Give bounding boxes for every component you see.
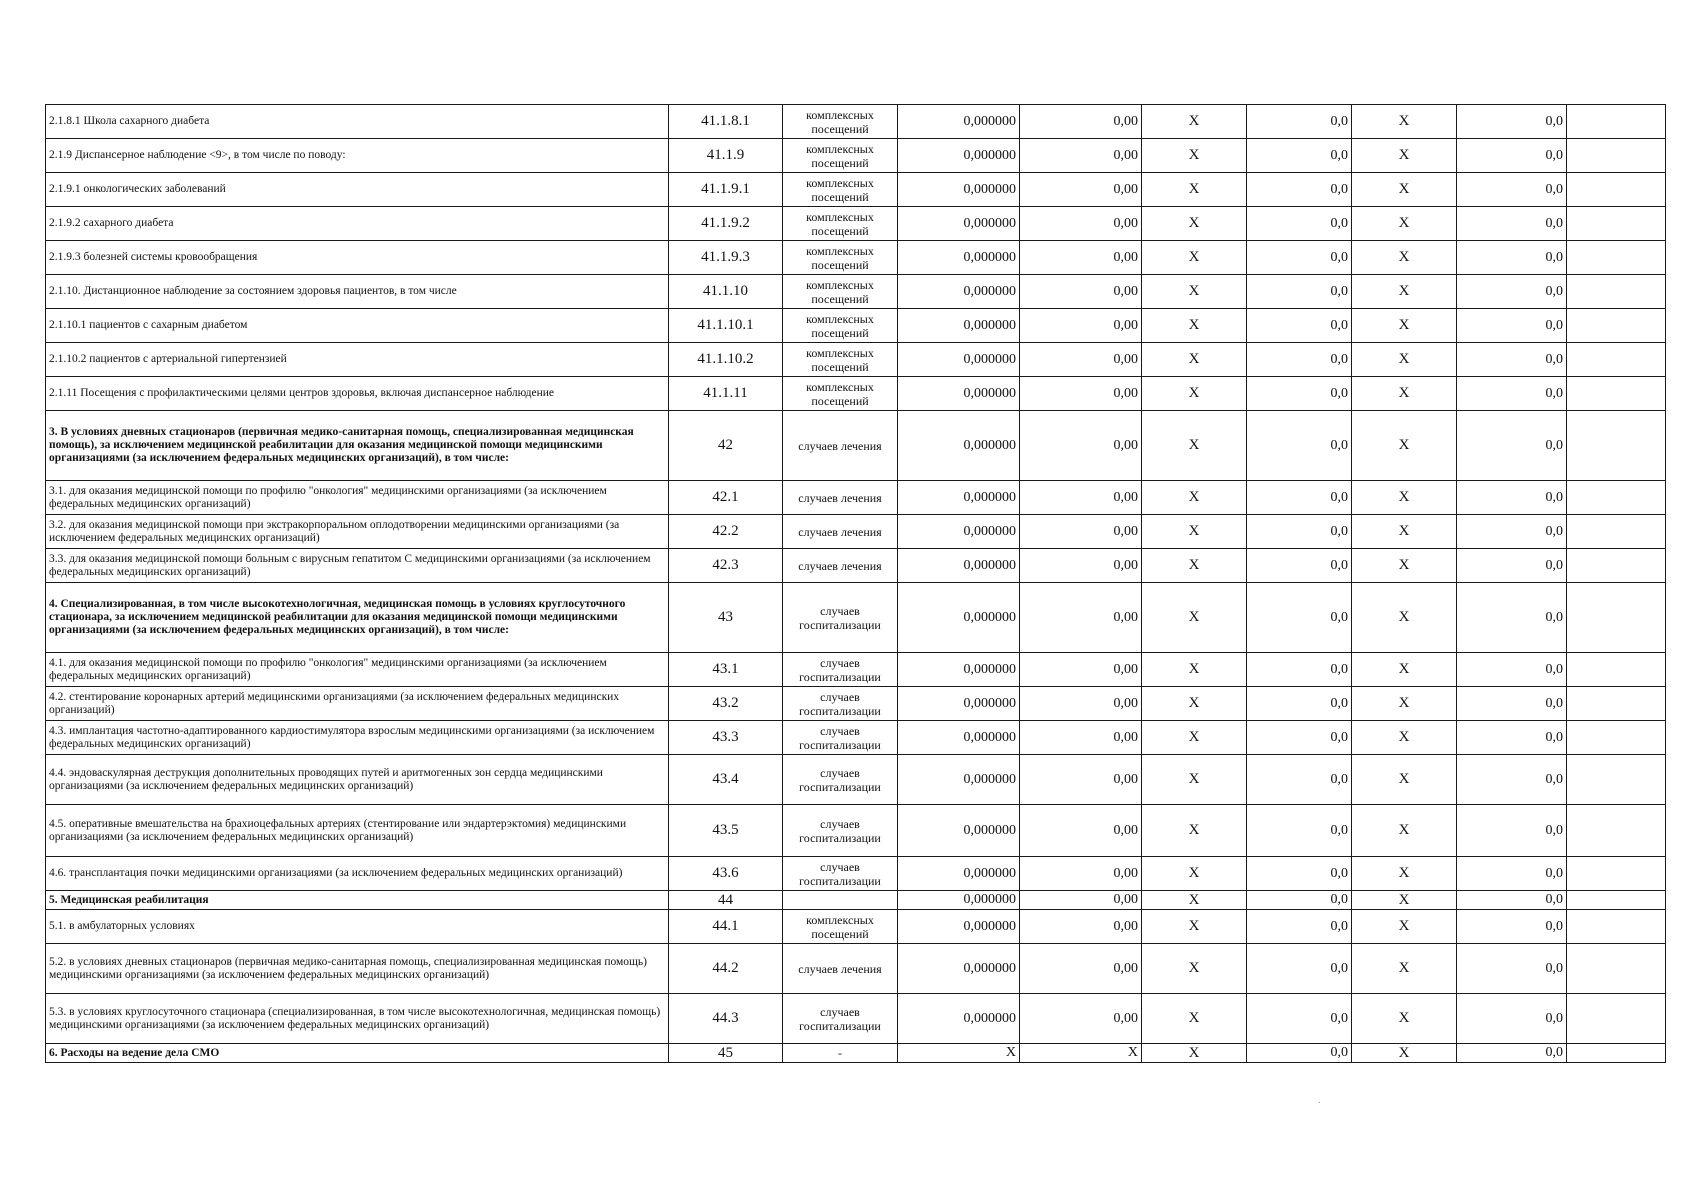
- value-cell-c6: X: [1142, 653, 1247, 687]
- row-code-cell: 44.1: [669, 910, 783, 944]
- value-cell-c8: X: [1352, 377, 1457, 411]
- value-cell-c4: 0,000000: [898, 805, 1020, 857]
- unit-cell: случаев лечения: [783, 411, 898, 481]
- row-code-cell: 41.1.9.3: [669, 241, 783, 275]
- value-cell-c5: 0,00: [1020, 207, 1142, 241]
- empty-cell: [1567, 857, 1666, 891]
- row-name-cell: 6. Расходы на ведение дела СМО: [46, 1044, 669, 1063]
- row-name-cell: 4.4. эндоваскулярная деструкция дополнительных проводящих путей и аритмогенных зон сердца медицинскими организациями (за исключением федеральных медицинских организаций): [46, 755, 669, 805]
- value-cell-c8: X: [1352, 910, 1457, 944]
- value-cell-c8: X: [1352, 241, 1457, 275]
- empty-cell: [1567, 207, 1666, 241]
- empty-cell: [1567, 805, 1666, 857]
- table-body: [46, 105, 1666, 1063]
- value-cell-c9: 0,0: [1457, 721, 1567, 755]
- row-name-cell: 5.3. в условиях круглосуточного стационара (специализированная, в том числе высокотехнологичная, медицинская помощь) медицинскими организациями (за исключением федеральных медицинских организаций): [46, 994, 669, 1044]
- value-cell-c5: 0,00: [1020, 721, 1142, 755]
- value-cell-c5: 0,00: [1020, 173, 1142, 207]
- row-name-cell: 4.3. имплантация частотно-адаптированного кардиостимулятора взрослым медицинскими организациями (за исключением федеральных медицинских организаций): [46, 721, 669, 755]
- table-row: [46, 105, 1666, 139]
- value-cell-c5: 0,00: [1020, 944, 1142, 994]
- value-cell-c5: 0,00: [1020, 343, 1142, 377]
- value-cell-c5: 0,00: [1020, 805, 1142, 857]
- unit-cell: комплексных посещений: [783, 309, 898, 343]
- empty-cell: [1567, 1044, 1666, 1063]
- row-code-cell: 41.1.10.1: [669, 309, 783, 343]
- value-cell-c5: 0,00: [1020, 687, 1142, 721]
- value-cell-c5: 0,00: [1020, 515, 1142, 549]
- unit-cell: случаев госпитализации: [783, 687, 898, 721]
- table-row: [46, 721, 1666, 755]
- row-code-cell: 44.2: [669, 944, 783, 994]
- table-row: [46, 139, 1666, 173]
- value-cell-c5: 0,00: [1020, 891, 1142, 910]
- value-cell-c6: X: [1142, 857, 1247, 891]
- unit-cell: случаев лечения: [783, 481, 898, 515]
- empty-cell: [1567, 309, 1666, 343]
- row-code-cell: 43.3: [669, 721, 783, 755]
- empty-cell: [1567, 173, 1666, 207]
- table-row: [46, 377, 1666, 411]
- value-cell-c9: 0,0: [1457, 1044, 1567, 1063]
- table-row: [46, 687, 1666, 721]
- value-cell-c5: 0,00: [1020, 309, 1142, 343]
- empty-cell: [1567, 139, 1666, 173]
- value-cell-c6: X: [1142, 891, 1247, 910]
- value-cell-c8: X: [1352, 653, 1457, 687]
- row-name-cell: 3.1. для оказания медицинской помощи по профилю "онкология" медицинскими организациями (за исключением федеральных медицинских организаций): [46, 481, 669, 515]
- value-cell-c4: 0,000000: [898, 910, 1020, 944]
- unit-cell: случаев госпитализации: [783, 755, 898, 805]
- unit-cell: случаев лечения: [783, 515, 898, 549]
- value-cell-c6: X: [1142, 994, 1247, 1044]
- value-cell-c4: 0,000000: [898, 994, 1020, 1044]
- value-cell-c9: 0,0: [1457, 105, 1567, 139]
- table-row: [46, 910, 1666, 944]
- value-cell-c8: X: [1352, 207, 1457, 241]
- row-name-cell: 3. В условиях дневных стационаров (первичная медико-санитарная помощь, специализированная медицинская помощь), за исключением медицинской реабилитации для оказания медицинской помощи медицинскими организациями (за исключением федеральных медицинских организаций), в том числе:: [46, 411, 669, 481]
- table-row: [46, 343, 1666, 377]
- data-table: [45, 104, 1666, 1063]
- row-code-cell: 41.1.11: [669, 377, 783, 411]
- value-cell-c5: 0,00: [1020, 275, 1142, 309]
- empty-cell: [1567, 755, 1666, 805]
- value-cell-c9: 0,0: [1457, 755, 1567, 805]
- row-code-cell: 45: [669, 1044, 783, 1063]
- unit-cell: комплексных посещений: [783, 343, 898, 377]
- table-row: [46, 173, 1666, 207]
- value-cell-c8: X: [1352, 721, 1457, 755]
- value-cell-c6: X: [1142, 241, 1247, 275]
- value-cell-c9: 0,0: [1457, 481, 1567, 515]
- value-cell-c9: 0,0: [1457, 583, 1567, 653]
- empty-cell: [1567, 275, 1666, 309]
- value-cell-c4: 0,000000: [898, 755, 1020, 805]
- unit-cell: комплексных посещений: [783, 105, 898, 139]
- table-row: [46, 891, 1666, 910]
- value-cell-c9: 0,0: [1457, 309, 1567, 343]
- unit-cell: случаев госпитализации: [783, 857, 898, 891]
- value-cell-c9: 0,0: [1457, 173, 1567, 207]
- value-cell-c5: 0,00: [1020, 910, 1142, 944]
- unit-cell: случаев госпитализации: [783, 653, 898, 687]
- value-cell-c4: 0,000000: [898, 139, 1020, 173]
- table-row: [46, 653, 1666, 687]
- table-row: [46, 994, 1666, 1044]
- value-cell-c8: X: [1352, 583, 1457, 653]
- value-cell-c5: 0,00: [1020, 583, 1142, 653]
- value-cell-c5: 0,00: [1020, 105, 1142, 139]
- unit-cell: случаев лечения: [783, 549, 898, 583]
- value-cell-c9: 0,0: [1457, 549, 1567, 583]
- value-cell-c4: 0,000000: [898, 687, 1020, 721]
- value-cell-c6: X: [1142, 173, 1247, 207]
- value-cell-c7: 0,0: [1247, 343, 1352, 377]
- value-cell-c4: X: [898, 1044, 1020, 1063]
- table-row: [46, 857, 1666, 891]
- value-cell-c7: 0,0: [1247, 910, 1352, 944]
- value-cell-c7: 0,0: [1247, 891, 1352, 910]
- value-cell-c5: 0,00: [1020, 755, 1142, 805]
- value-cell-c8: X: [1352, 275, 1457, 309]
- empty-cell: [1567, 343, 1666, 377]
- value-cell-c7: 0,0: [1247, 275, 1352, 309]
- value-cell-c5: 0,00: [1020, 411, 1142, 481]
- value-cell-c8: X: [1352, 1044, 1457, 1063]
- value-cell-c4: 0,000000: [898, 481, 1020, 515]
- value-cell-c6: X: [1142, 139, 1247, 173]
- unit-cell: случаев госпитализации: [783, 721, 898, 755]
- value-cell-c4: 0,000000: [898, 721, 1020, 755]
- row-code-cell: 43.1: [669, 653, 783, 687]
- value-cell-c5: 0,00: [1020, 549, 1142, 583]
- empty-cell: [1567, 481, 1666, 515]
- value-cell-c6: X: [1142, 377, 1247, 411]
- value-cell-c9: 0,0: [1457, 653, 1567, 687]
- value-cell-c6: X: [1142, 275, 1247, 309]
- value-cell-c7: 0,0: [1247, 583, 1352, 653]
- row-code-cell: 41.1.10: [669, 275, 783, 309]
- row-name-cell: 4. Специализированная, в том числе высокотехнологичная, медицинская помощь в условиях круглосуточного стационара, за исключением медицинской реабилитации для оказания медицинской помощи медицинскими организациями (за исключением федеральных медицинских организаций), в том числе:: [46, 583, 669, 653]
- value-cell-c8: X: [1352, 755, 1457, 805]
- value-cell-c6: X: [1142, 910, 1247, 944]
- unit-cell: [783, 891, 898, 910]
- value-cell-c7: 0,0: [1247, 687, 1352, 721]
- value-cell-c9: 0,0: [1457, 891, 1567, 910]
- empty-cell: [1567, 583, 1666, 653]
- value-cell-c8: X: [1352, 857, 1457, 891]
- value-cell-c7: 0,0: [1247, 241, 1352, 275]
- row-code-cell: 41.1.9: [669, 139, 783, 173]
- table-row: [46, 755, 1666, 805]
- value-cell-c9: 0,0: [1457, 944, 1567, 994]
- value-cell-c8: X: [1352, 105, 1457, 139]
- row-code-cell: 41.1.9.1: [669, 173, 783, 207]
- table-row: [46, 515, 1666, 549]
- unit-cell: комплексных посещений: [783, 207, 898, 241]
- empty-cell: [1567, 653, 1666, 687]
- value-cell-c6: X: [1142, 944, 1247, 994]
- unit-cell: случаев госпитализации: [783, 994, 898, 1044]
- value-cell-c7: 0,0: [1247, 139, 1352, 173]
- value-cell-c9: 0,0: [1457, 857, 1567, 891]
- value-cell-c8: X: [1352, 994, 1457, 1044]
- row-name-cell: 4.6. трансплантация почки медицинскими организациями (за исключением федеральных медицинских организаций): [46, 857, 669, 891]
- row-code-cell: 41.1.10.2: [669, 343, 783, 377]
- row-name-cell: 2.1.9.2 сахарного диабета: [46, 207, 669, 241]
- value-cell-c9: 0,0: [1457, 994, 1567, 1044]
- value-cell-c7: 0,0: [1247, 755, 1352, 805]
- value-cell-c6: X: [1142, 687, 1247, 721]
- row-name-cell: 4.1. для оказания медицинской помощи по профилю "онкология" медицинскими организациями (за исключением федеральных медицинских организаций): [46, 653, 669, 687]
- empty-cell: [1567, 910, 1666, 944]
- empty-cell: [1567, 687, 1666, 721]
- value-cell-c6: X: [1142, 481, 1247, 515]
- value-cell-c6: X: [1142, 805, 1247, 857]
- empty-cell: [1567, 105, 1666, 139]
- unit-cell: комплексных посещений: [783, 910, 898, 944]
- value-cell-c4: 0,000000: [898, 891, 1020, 910]
- empty-cell: [1567, 721, 1666, 755]
- value-cell-c5: 0,00: [1020, 377, 1142, 411]
- value-cell-c9: 0,0: [1457, 515, 1567, 549]
- value-cell-c7: 0,0: [1247, 309, 1352, 343]
- value-cell-c8: X: [1352, 687, 1457, 721]
- value-cell-c4: 0,000000: [898, 515, 1020, 549]
- row-code-cell: 41.1.9.2: [669, 207, 783, 241]
- value-cell-c8: X: [1352, 173, 1457, 207]
- value-cell-c9: 0,0: [1457, 241, 1567, 275]
- value-cell-c6: X: [1142, 515, 1247, 549]
- value-cell-c9: 0,0: [1457, 411, 1567, 481]
- value-cell-c4: 0,000000: [898, 944, 1020, 994]
- value-cell-c6: X: [1142, 411, 1247, 481]
- row-name-cell: 2.1.9.3 болезней системы кровообращения: [46, 241, 669, 275]
- value-cell-c7: 0,0: [1247, 805, 1352, 857]
- row-code-cell: 44.3: [669, 994, 783, 1044]
- value-cell-c7: 0,0: [1247, 173, 1352, 207]
- value-cell-c4: 0,000000: [898, 377, 1020, 411]
- row-name-cell: 4.2. стентирование коронарных артерий медицинскими организациями (за исключением федеральных медицинских организаций): [46, 687, 669, 721]
- value-cell-c7: 0,0: [1247, 481, 1352, 515]
- table-row: [46, 411, 1666, 481]
- value-cell-c7: 0,0: [1247, 377, 1352, 411]
- value-cell-c9: 0,0: [1457, 910, 1567, 944]
- value-cell-c4: 0,000000: [898, 653, 1020, 687]
- value-cell-c4: 0,000000: [898, 583, 1020, 653]
- empty-cell: [1567, 377, 1666, 411]
- value-cell-c8: X: [1352, 343, 1457, 377]
- empty-cell: [1567, 411, 1666, 481]
- row-name-cell: 2.1.10. Дистанционное наблюдение за состоянием здоровья пациентов, в том числе: [46, 275, 669, 309]
- value-cell-c8: X: [1352, 309, 1457, 343]
- table-row: [46, 207, 1666, 241]
- value-cell-c7: 0,0: [1247, 1044, 1352, 1063]
- table-row: [46, 309, 1666, 343]
- row-code-cell: 42.3: [669, 549, 783, 583]
- row-name-cell: 2.1.11 Посещения с профилактическими целями центров здоровья, включая диспансерное наблюдение: [46, 377, 669, 411]
- value-cell-c4: 0,000000: [898, 857, 1020, 891]
- row-name-cell: 5.1. в амбулаторных условиях: [46, 910, 669, 944]
- value-cell-c7: 0,0: [1247, 207, 1352, 241]
- row-name-cell: 5.2. в условиях дневных стационаров (первичная медико-санитарная помощь, специализированная медицинская помощь) медицинскими организациями (за исключением федеральных медицинских организаций): [46, 944, 669, 994]
- value-cell-c6: X: [1142, 721, 1247, 755]
- value-cell-c5: X: [1020, 1044, 1142, 1063]
- value-cell-c6: X: [1142, 549, 1247, 583]
- value-cell-c7: 0,0: [1247, 105, 1352, 139]
- row-name-cell: 4.5. оперативные вмешательства на брахиоцефальных артериях (стентирование или эндартерэктомия) медицинскими организациями (за исключением федеральных медицинских организаций): [46, 805, 669, 857]
- unit-cell: случаев госпитализации: [783, 583, 898, 653]
- value-cell-c6: X: [1142, 583, 1247, 653]
- value-cell-c5: 0,00: [1020, 139, 1142, 173]
- value-cell-c8: X: [1352, 515, 1457, 549]
- row-name-cell: 2.1.9 Диспансерное наблюдение <9>, в том числе по поводу:: [46, 139, 669, 173]
- value-cell-c4: 0,000000: [898, 275, 1020, 309]
- value-cell-c6: X: [1142, 755, 1247, 805]
- value-cell-c6: X: [1142, 309, 1247, 343]
- value-cell-c7: 0,0: [1247, 515, 1352, 549]
- value-cell-c4: 0,000000: [898, 549, 1020, 583]
- value-cell-c4: 0,000000: [898, 411, 1020, 481]
- value-cell-c4: 0,000000: [898, 241, 1020, 275]
- value-cell-c8: X: [1352, 411, 1457, 481]
- value-cell-c5: 0,00: [1020, 653, 1142, 687]
- unit-cell: случаев госпитализации: [783, 805, 898, 857]
- value-cell-c5: 0,00: [1020, 994, 1142, 1044]
- row-code-cell: 44: [669, 891, 783, 910]
- table-row: [46, 549, 1666, 583]
- value-cell-c9: 0,0: [1457, 343, 1567, 377]
- row-name-cell: 3.3. для оказания медицинской помощи больным с вирусным гепатитом С медицинскими организациями (за исключением федеральных медицинских организаций): [46, 549, 669, 583]
- value-cell-c4: 0,000000: [898, 309, 1020, 343]
- value-cell-c7: 0,0: [1247, 994, 1352, 1044]
- value-cell-c9: 0,0: [1457, 687, 1567, 721]
- row-code-cell: 43.6: [669, 857, 783, 891]
- row-name-cell: 5. Медицинская реабилитация: [46, 891, 669, 910]
- row-name-cell: 2.1.8.1 Школа сахарного диабета: [46, 105, 669, 139]
- value-cell-c4: 0,000000: [898, 343, 1020, 377]
- row-code-cell: 43.4: [669, 755, 783, 805]
- value-cell-c7: 0,0: [1247, 411, 1352, 481]
- value-cell-c9: 0,0: [1457, 139, 1567, 173]
- row-code-cell: 43.5: [669, 805, 783, 857]
- value-cell-c7: 0,0: [1247, 944, 1352, 994]
- unit-cell: случаев лечения: [783, 944, 898, 994]
- table-row: [46, 1044, 1666, 1063]
- empty-cell: [1567, 891, 1666, 910]
- table-row: [46, 275, 1666, 309]
- row-code-cell: 43.2: [669, 687, 783, 721]
- scan-speck: .: [1318, 1095, 1321, 1106]
- table-row: [46, 805, 1666, 857]
- value-cell-c8: X: [1352, 481, 1457, 515]
- value-cell-c9: 0,0: [1457, 377, 1567, 411]
- value-cell-c8: X: [1352, 139, 1457, 173]
- value-cell-c6: X: [1142, 1044, 1247, 1063]
- row-code-cell: 43: [669, 583, 783, 653]
- value-cell-c7: 0,0: [1247, 857, 1352, 891]
- empty-cell: [1567, 515, 1666, 549]
- value-cell-c4: 0,000000: [898, 207, 1020, 241]
- empty-cell: [1567, 241, 1666, 275]
- value-cell-c4: 0,000000: [898, 173, 1020, 207]
- value-cell-c9: 0,0: [1457, 805, 1567, 857]
- value-cell-c5: 0,00: [1020, 241, 1142, 275]
- unit-cell: комплексных посещений: [783, 139, 898, 173]
- unit-cell: комплексных посещений: [783, 241, 898, 275]
- value-cell-c7: 0,0: [1247, 721, 1352, 755]
- value-cell-c6: X: [1142, 207, 1247, 241]
- value-cell-c6: X: [1142, 343, 1247, 377]
- row-code-cell: 42.2: [669, 515, 783, 549]
- row-code-cell: 42.1: [669, 481, 783, 515]
- table-row: [46, 241, 1666, 275]
- row-name-cell: 2.1.10.1 пациентов с сахарным диабетом: [46, 309, 669, 343]
- empty-cell: [1567, 944, 1666, 994]
- value-cell-c8: X: [1352, 549, 1457, 583]
- value-cell-c5: 0,00: [1020, 481, 1142, 515]
- value-cell-c9: 0,0: [1457, 275, 1567, 309]
- value-cell-c6: X: [1142, 105, 1247, 139]
- table-row: [46, 481, 1666, 515]
- empty-cell: [1567, 994, 1666, 1044]
- row-name-cell: 2.1.10.2 пациентов с артериальной гипертензией: [46, 343, 669, 377]
- unit-cell: комплексных посещений: [783, 173, 898, 207]
- unit-cell: комплексных посещений: [783, 275, 898, 309]
- row-name-cell: 3.2. для оказания медицинской помощи при экстракорпоральном оплодотворении медицинскими организациями (за исключением федеральных медицинских организаций): [46, 515, 669, 549]
- row-name-cell: 2.1.9.1 онкологических заболеваний: [46, 173, 669, 207]
- empty-cell: [1567, 549, 1666, 583]
- value-cell-c4: 0,000000: [898, 105, 1020, 139]
- value-cell-c8: X: [1352, 891, 1457, 910]
- row-code-cell: 42: [669, 411, 783, 481]
- value-cell-c9: 0,0: [1457, 207, 1567, 241]
- table-row: [46, 944, 1666, 994]
- unit-cell: комплексных посещений: [783, 377, 898, 411]
- row-code-cell: 41.1.8.1: [669, 105, 783, 139]
- unit-cell: -: [783, 1044, 898, 1063]
- table-row: [46, 583, 1666, 653]
- value-cell-c7: 0,0: [1247, 549, 1352, 583]
- value-cell-c8: X: [1352, 805, 1457, 857]
- value-cell-c5: 0,00: [1020, 857, 1142, 891]
- value-cell-c7: 0,0: [1247, 653, 1352, 687]
- value-cell-c8: X: [1352, 944, 1457, 994]
